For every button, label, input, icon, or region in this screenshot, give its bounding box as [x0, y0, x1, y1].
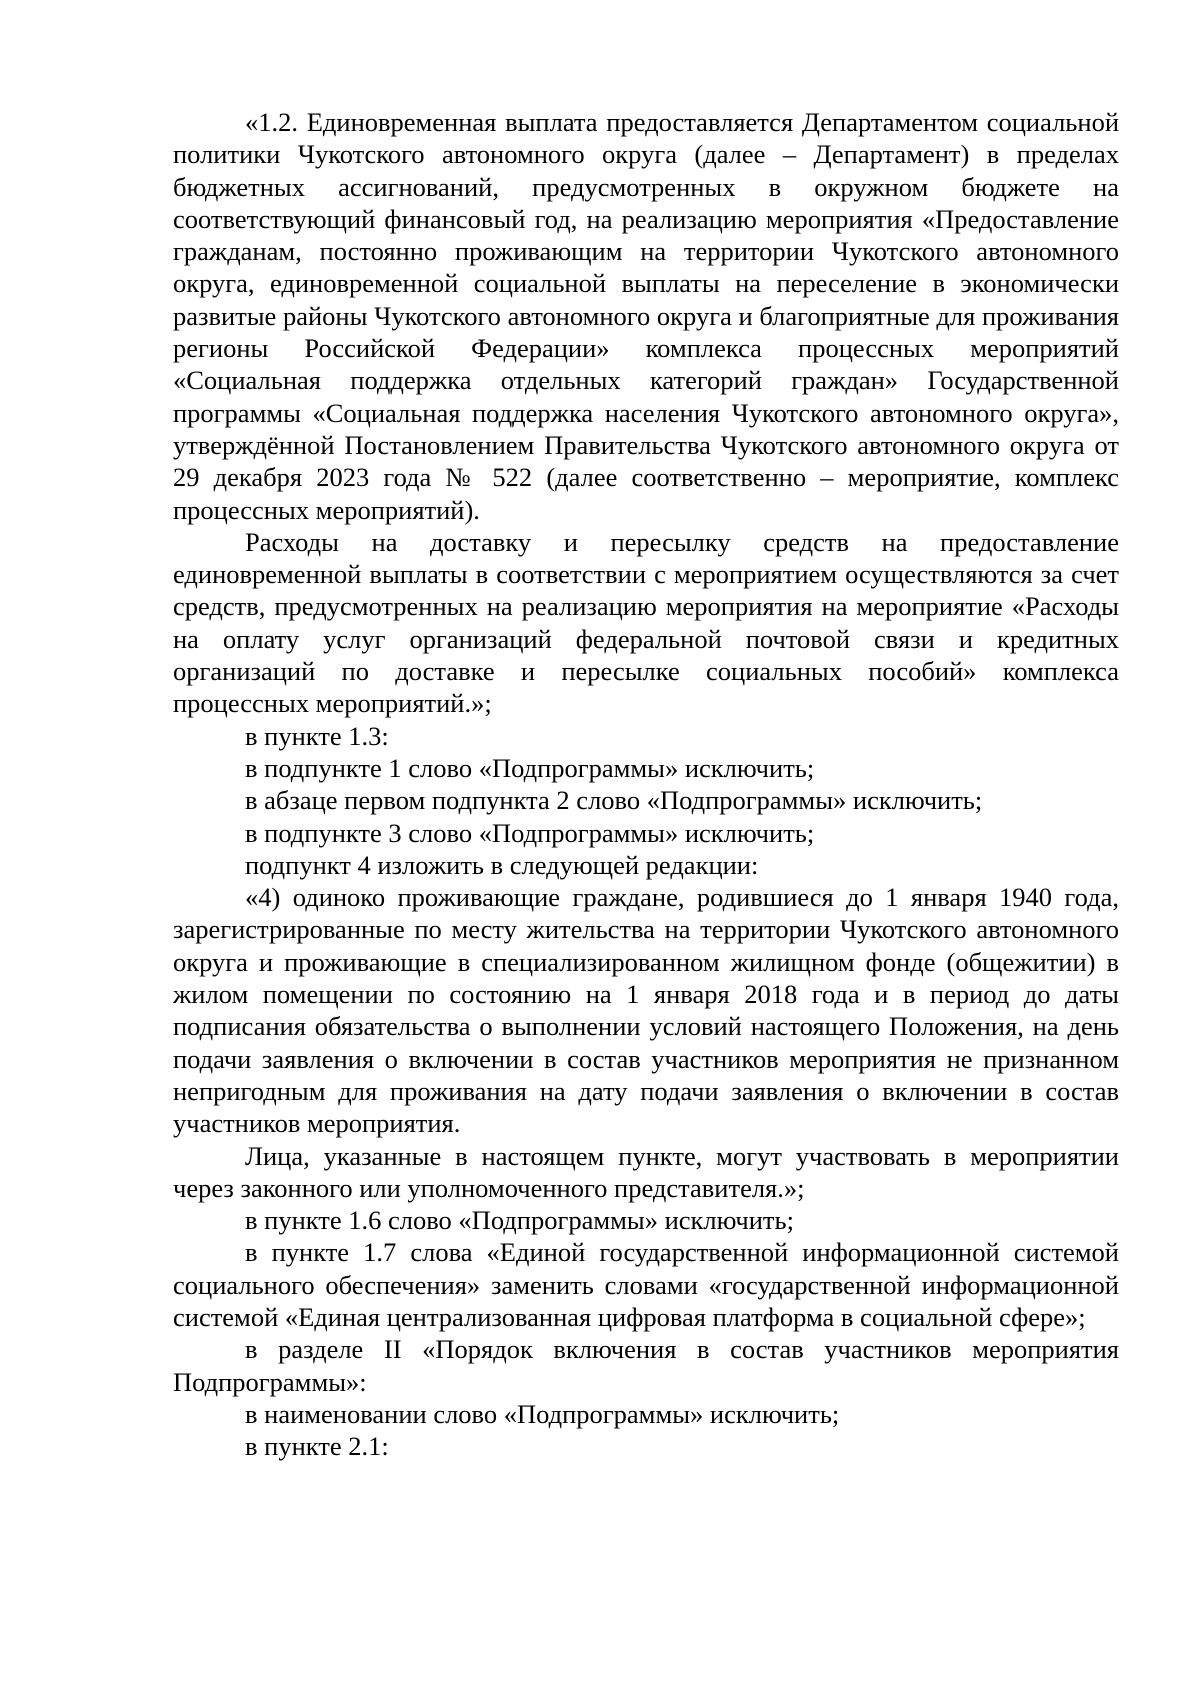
- paragraph-1-2: «1.2. Единовременная выплата предоставляется Департаментом социальной политики Чукотского автономного округа (далее – Департамент) в пределах бюджетных ассигнований, предусмотренных в окружном бюджете на соответствующий финансовый год, на реализацию мероприятия «Предоставление гражданам, постоянно проживающим на территории Чукотского автономного округа, единовременной социальной выплаты на переселение в экономически развитые районы Чукотского автономного округа и благоприятные для проживания регионы Российской Федерации» комплекса процессных мероприятий «Социальная поддержка отдельных категорий граждан» Государственной программы «Социальная поддержка населения Чукотского автономного округа», утверждённой Постановлением Правительства Чукотского автономного округа от 29 декабря 2023 года № 522 (далее соответственно – мероприятие, комплекс процессных мероприятий).: [173, 107, 1119, 525]
- paragraph-subpoint-1: в подпункте 1 слово «Подпрограммы» исключить;: [245, 752, 815, 783]
- document-body: [173, 106, 1119, 1462]
- paragraph-subpoint-4-intro: подпункт 4 изложить в следующей редакции:: [245, 849, 759, 880]
- paragraph-expenses: Расходы на доставку и пересылку средств на предоставление единовременной выплаты в соответствии с мероприятием осуществляются за счет средств, предусмотренных на реализацию мероприятия на мероприятие «Расходы на оплату услуг организаций федеральной почтовой связи и кредитных организаций по доставке и пересылке социальных пособий» комплекса процессных мероприятий.»;: [173, 526, 1119, 719]
- paragraph-section-2: в разделе II «Порядок включения в состав участников мероприятия Подпрограммы»:: [173, 1334, 1119, 1397]
- paragraph-point-2-1: в пункте 2.1:: [245, 1431, 389, 1462]
- paragraph-subpoint-2: в абзаце первом подпункта 2 слово «Подпрограммы» исключить;: [245, 785, 983, 816]
- paragraph-subpoint-3: в подпункте 3 слово «Подпрограммы» исключить;: [245, 817, 815, 848]
- paragraph-point-1-6: в пункте 1.6 слово «Подпрограммы» исключить;: [245, 1205, 794, 1236]
- paragraph-section-title: в наименовании слово «Подпрограммы» исключить;: [245, 1398, 840, 1429]
- paragraph-point-1-3: в пункте 1.3:: [245, 720, 389, 751]
- paragraph-representative: Лица, указанные в настоящем пункте, могут участвовать в мероприятии через законного или уполномоченного представителя.»;: [173, 1140, 1119, 1203]
- paragraph-subpoint-4-text: «4) одиноко проживающие граждане, родившиеся до 1 января 1940 года, зарегистрированные по месту жительства на территории Чукотского автономного округа и проживающие в специализированном жилищном фонде (общежитии) в жилом помещении по состоянию на 1 января 2018 года и в период до даты подписания обязательства о выполнении условий настоящего Положения, на день подачи заявления о включении в состав участников мероприятия не признанном непригодным для проживания на дату подачи заявления о включении в состав участников мероприятия.: [173, 882, 1119, 1139]
- paragraph-point-1-7: в пункте 1.7 слова «Единой государственной информационной системой социального обеспечения» заменить словами «государственной информационной системой «Единая централизованная цифровая платформа в социальной сфере»;: [173, 1237, 1119, 1332]
